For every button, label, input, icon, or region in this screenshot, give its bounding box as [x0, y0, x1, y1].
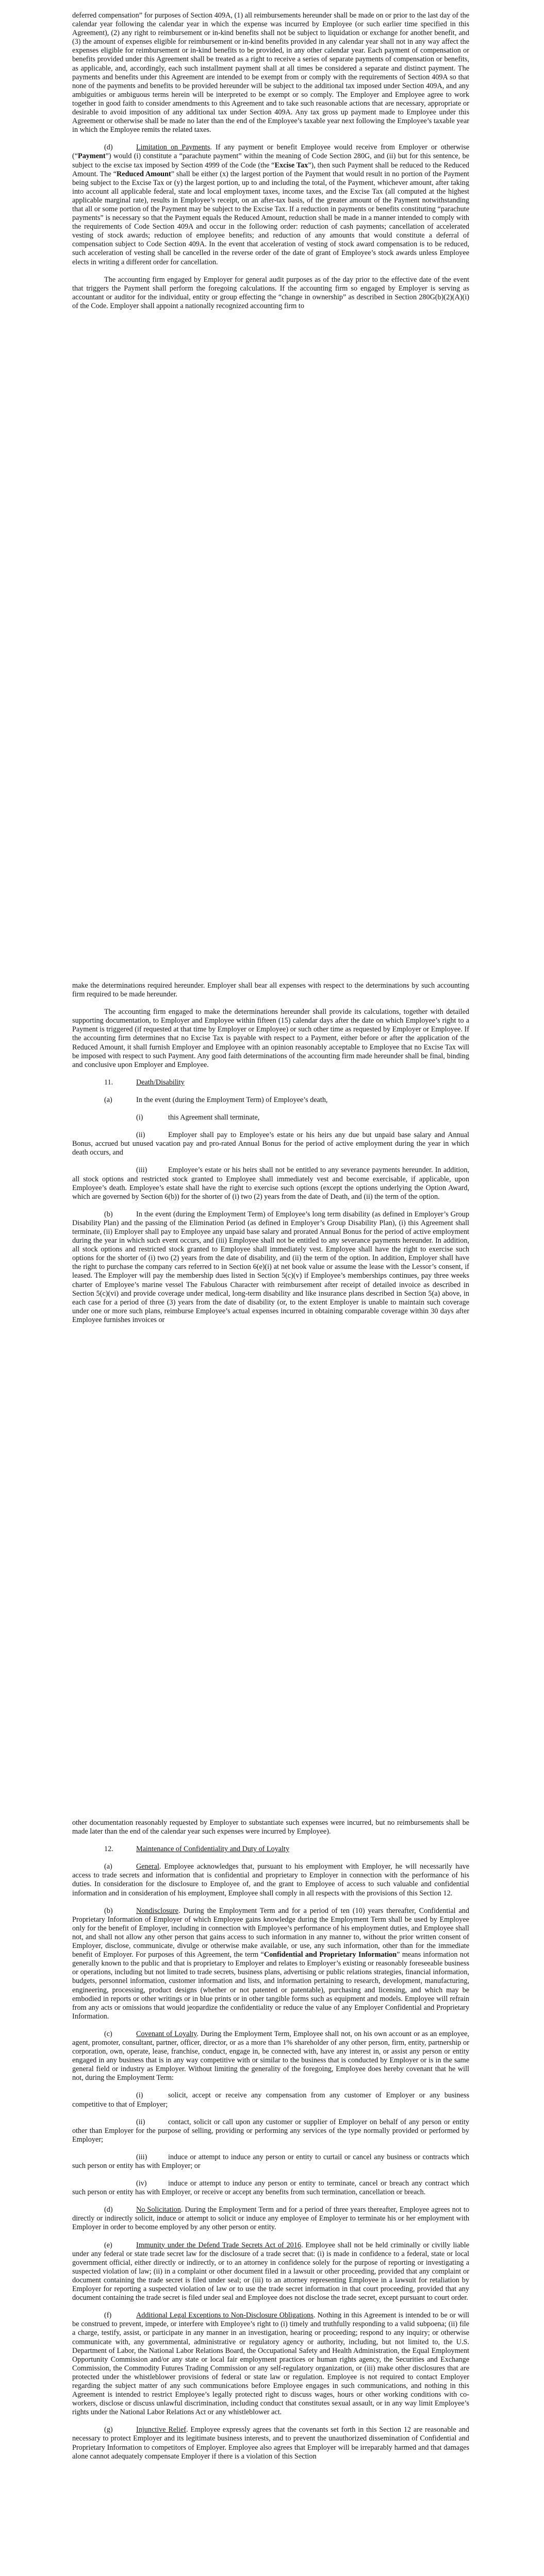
section-number: (b) — [104, 1906, 113, 1915]
section-number: (ii) — [136, 2117, 145, 2126]
paragraph-continuation: make the determinations required hereunder. Employer shall bear all expenses with respect to the determinations by such accounting firm required to be made hereunder. — [72, 981, 469, 999]
section-10d-limitation-on-payments: (d) Limitation on Payments. If any payment or benefit Employee would receive from Employer or otherwise (“Payment”) would (i) constitute a “parachute payment” within the meaning of Code Section 280G, and (ii) but for this sentence, be subject to the excise tax imposed by Section 4999 of the Code (the “Excise Tax”), then such Payment shall be reduced to the Reduced Amount. The “Reduced Amount” shall be either (x) the largest portion of the Payment that would result in no portion of the Payment being subject to the Excise Tax or (y) the largest portion, up to and including the total, of the Payment, whichever amount, after taking into account all applicable federal, state and local employment taxes, income taxes, and the Excise Tax (all computed at the highest applicable marginal rate), results in Employee’s receipt, on an after-tax basis, of the greater amount of the Payment notwithstanding that all or some portion of the Payment may be subject to the Excise Tax. If a reduction in payments or benefits constituting “parachute payments” is necessary so that the Payment equals the Reduced Amount, reduction shall be made in a manner intended to comply with the requirements of Code Section 409A and occur in the following order: reduction of cash payments; cancellation of accelerated vesting of stock awards; reduction of employee benefits; and reduction of any amounts that would constitute a deferral of compensation subject to Code Section 409A. In the event that acceleration of vesting of stock award compensation is to be reduced, such acceleration of vesting shall be cancelled in the reverse order of the date of grant of Employee’s stock awards unless Employee elects in writing a different order for cancellation. — [72, 143, 469, 266]
section-number: (d) — [104, 2206, 113, 2214]
section-heading: Nondisclosure — [136, 1906, 178, 1915]
section-number: (d) — [104, 143, 113, 152]
section-number: (ii) — [136, 1131, 145, 1140]
section-12c-i: (i) solicit, accept or receive any compensation from any customer of Employer or any business competitive to that of Employer; — [72, 2091, 469, 2109]
section-11b: (b) In the event (during the Employment Term) of Employee’s long term disability (as defined in Employer’s Group Disability Plan) and the passing of the Elimination Period (as defined in Employer’s Group Disability Plan), (i) this Agreement shall terminate, (ii) Employer shall pay to Employee any unpaid base salary and prorated Annual Bonus for the period of active employment during the year in which such event occurs, and (iii) Employee shall not be entitled to any severance payments hereunder. In addition, all stock options and restricted stock granted to Employee shall immediately vest. Employee shall have the right to exercise such options for the shorter of (i) two (2) years from the date of disability, and (ii) the term of the option. In addition, Employer shall have the right to purchase the company cars referred to in Section 6(e)(i) at net book value or assume the lease with the Lessor’s consent, if leased. The Employer will pay the membership dues listed in Section 5(c)(v) if Employee’s memberships continues, pay three weeks charter of Employee’s marine vessel The Fabulous Character with reimbursement after receipt of detailed invoice as described in Section 5(c)(vi) and provide coverage under medical, long-term disability and like insurance plans described in Section 5(a) above, in each case for a period of three (3) years from the date of disability (or, to the extent Employer is unable to maintain such coverage under one or more such plans, reimburse Employee’s actual expenses incurred in obtaining comparable coverage within 30 days after Employee furnishes invoices or — [72, 1210, 469, 1324]
section-heading: Maintenance of Confidentiality and Duty of Loyalty — [136, 1845, 290, 1854]
section-12-heading — [72, 1845, 469, 1854]
section-number: (b) — [104, 1210, 113, 1218]
section-12c-iv: (iv) induce or attempt to induce any person or entity to terminate, cancel or breach any contract which such person or entity has with Employer, or receive or accept any benefits from such termination, cancellation or breach. — [72, 2179, 469, 2197]
defined-term-reduced-amount: Reduced Amount — [117, 170, 171, 178]
section-number: 12. — [104, 1845, 113, 1854]
section-number: (a) — [104, 1862, 112, 1871]
section-number: (f) — [104, 2311, 112, 2320]
section-heading: Additional Legal Exceptions to Non-Disclosure Obligations — [136, 2311, 314, 2320]
page-3-text — [72, 1819, 469, 2470]
page-1-text — [72, 11, 469, 319]
section-number: (iii) — [136, 1166, 147, 1175]
section-number: (a) — [104, 1095, 112, 1104]
section-heading: Covenant of Loyalty — [136, 2029, 197, 2038]
section-12d: (d) No Solicitation. During the Employment Term and for a period of three years thereafter, Employee agrees not to directly or indirectly solicit, induce or attempt to solicit or induce any employee of Employer to terminate his or her employment with Employer in order to become employed by any other person or entity. — [72, 2206, 469, 2232]
section-12e: (e) Immunity under the Defend Trade Secrets Act of 2016. Employee shall not be held criminally or civilly liable under any federal or state trade secret law for the disclosure of a trade secret that: (i) is made in confidence to a federal, state or local government official, either directly or indirectly, or to an attorney in confidence solely for the purpose of reporting or investigating a suspected violation of law; (ii) in a complaint or other document filed in a lawsuit or other proceeding, provided that any complaint or document containing the trade secret is filed under seal; or (iii) to an attorney representing Employee in a lawsuit for retaliation by Employer for reporting a suspected violation of law or to use the trade secret information in that court proceeding, provided that any document containing the trade secret is filed under seal and Employee does not disclose the trade secret, except pursuant to court order. — [72, 2241, 469, 2302]
section-number: (e) — [104, 2241, 112, 2249]
section-11a-ii: (ii) Employer shall pay to Employee’s estate or his heirs any due but unpaid base salary and Annual Bonus, accrued but unused vacation pay and pro-rated Annual Bonus for the period of active employment during the year in which death occurs, and — [72, 1131, 469, 1157]
section-12c: (c) Covenant of Loyalty. During the Employment Term, Employee shall not, on his own account or as an employee, agent, promoter, consultant, partner, officer, director, or as a more than 1% shareholder of any other person, firm, entity, partnership or corporation, own, operate, lease, franchise, conduct, engage in, be connected with, have any interest in, or assist any person or entity engaged in any business that is in any way competitive with or similar to the business that is conducted by Employer or is in the same general field or industry as Employer. Without limiting the generality of the foregoing, Employee does hereby covenant that he will not, during the Employment Term: — [72, 2029, 469, 2082]
section-heading: General — [136, 1862, 159, 1871]
section-11a-iii: (iii) Employee’s estate or his heirs shall not be entitled to any severance payments hereunder. In addition, all stock options and restricted stock granted to Employee shall immediately vest and become exercisable, if applicable, upon Employee’s death. Employee’s estate shall have the right to exercise such options (except the options underlying the Option Award, which are governed by Section 6(b)) for the shorter of (i) two (2) years from the date of Death, and (ii) the term of the option. — [72, 1166, 469, 1201]
paragraph-continuation: other documentation reasonably requested by Employer to substantiate such expenses were incurred, but no reimbursements shall be made later than the end of the calendar year such expenses were incurred by Employee). — [72, 1819, 469, 1836]
paragraph-accounting-calculations: The accounting firm engaged to make the determinations hereunder shall provide its calculations, together with detailed supporting documentation, to Employer and Employee within fifteen (15) calendar days after the date on which Employee’s right to a Payment is triggered (if requested at that time by Employer or Employee) or such other time as requested by Employer or Employee. If the accounting firm determines that no Excise Tax is payable with respect to a Payment, either before or after the application of the Reduced Amount, it shall furnish Employer and Employee with an opinion reasonably acceptable to Employee that no Excise Tax will be imposed with respect to such Payment. Any good faith determinations of the accounting firm made hereunder shall be final, binding and conclusive upon Employer and Employee. — [72, 1008, 469, 1069]
paragraph-deferred-compensation: deferred compensation” for purposes of Section 409A, (1) all reimbursements hereunder shall be made on or prior to the last day of the calendar year following the calendar year in which the expense was incurred by Employee (or such earlier time specified in this Agreement), (2) any right to reimbursement or in-kind benefits shall not be subject to liquidation or exchange for another benefit, and (3) the amount of expenses eligible for reimbursement or in-kind benefits provided in any calendar year shall not in any way affect the expenses eligible for reimbursement or in-kind benefits to be provided, in any other calendar year. Each payment of compensation or benefits provided under this Agreement shall be treated as a right to receive a series of separate payments of compensation or benefits, as applicable, and, accordingly, each such installment payment shall at all times be considered a separate and distinct payment. The payments and benefits under this Agreement are intended to be exempt from or comply with the requirements of Section 409A so that none of the payments and benefits to be provided hereunder will be subject to the additional tax imposed under Section 409A, and any ambiguities or ambiguous terms herein will be interpreted to be exempt or so comply. The Employer and Employee agree to work together in good faith to consider amendments to this Agreement and to take such reasonable actions that are necessary, appropriate or desirable to avoid imposition of any additional tax under Section 409A. Any tax gross up payment made to Employee under this Agreement or otherwise shall be made no later than the end of the Employee’s taxable year next following the Employee’s taxable year in which the Employee remits the related taxes. — [72, 11, 469, 134]
section-12b: (b) Nondisclosure. During the Employment Term and for a period of ten (10) years thereafter, Confidential and Proprietary Information of Employer of which Employee gains knowledge during the Employment Term shall be used by Employee only for the benefit of Employer, including in connection with Employee’s performance of his employment duties, and Employee shall not, and shall not allow any other person that gains access to such information in any manner to, without the prior written consent of Employer, disclose, communicate, divulge or otherwise make available, or use, any such information, other than for the immediate benefit of Employer. For purposes of this Agreement, the term “Confidential and Proprietary Information” means information not generally known to the public and that is proprietary to Employer and relates to Employer’s existing or reasonably foreseeable business or operations, including but not limited to trade secrets, business plans, advertising or public relations strategies, financial information, budgets, personnel information, customer information and lists, and information pertaining to research, development, manufacturing, engineering, processing, product designs (whether or not patented or patentable), purchasing and licensing, and which may be embodied in reports or other writings or in blue prints or in other tangible forms such as equipment and models. Employee will refrain from any acts or omissions that would jeopardize the confidentiality or reduce the value of any Employer Confidential and Proprietary Information. — [72, 1906, 470, 2021]
section-12f: (f) Additional Legal Exceptions to Non-Disclosure Obligations. Nothing in this Agreement is intended to be or will be construed to prevent, impede, or interfere with Employee’s right to (i) timely and truthfully responding to a valid subpoena; (ii) file a charge, testify, assist, or participate in any manner in an investigation, hearing or proceeding; respond to any inquiry; or otherwise communicate with, any governmental, administrative or regulatory agency or authority, including, but not limited to, the U.S. Department of Labor, the National Labor Relations Board, the Occupational Safety and Health Administration, the Equal Employment Opportunity Commission and/or any state or local fair employment practices or human rights agency, the Securities and Exchange Commission, the Commodity Futures Trading Commission or any self-regulatory organization, or (iii) make other disclosures that are protected under the whistleblower provisions of federal or state law or regulation. Employee is not required to contact Employer regarding the subject matter of any such communications before Employee engages in such communications, and nothing in this Agreement is intended to restrict Employee’s legally protected right to discuss wages, hours or other working conditions with co-workers, disclose or discuss unlawful discrimination, including conduct that constitutes sexual assault, or in any way limit Employee’s rights under the National Labor Relations Act or any whistleblower act. — [72, 2311, 469, 2417]
section-number: (i) — [136, 1113, 143, 1122]
section-12c-ii: (ii) contact, solicit or call upon any customer or supplier of Employer on behalf of any person or entity other than Employer for the purpose of selling, providing or performing any services of the type normally provided or performed by Employer; — [72, 2117, 469, 2144]
section-number: (iii) — [136, 2153, 147, 2161]
section-12c-iii: (iii) induce or attempt to induce any person or entity to curtail or cancel any business or contracts which such person or entity has with Employer; or — [72, 2153, 469, 2170]
section-heading: Limitation on Payments — [136, 143, 210, 152]
section-number: 11. — [104, 1078, 113, 1087]
section-12a: (a) General. Employee acknowledges that, pursuant to his employment with Employer, he will necessarily have access to trade secrets and information that is confidential and proprietary to Employer in connection with the performance of his duties. In consideration for the disclosure to Employee of, and the grant to Employee of access to such valuable and confidential information and in consideration of his employment, Employee shall comply in all respects with the provisions of this Section 12. — [72, 1862, 469, 1897]
section-11a: (a) In the event (during the Employment Term) of Employee’s death, — [104, 1095, 328, 1104]
section-number: (iv) — [136, 2179, 147, 2188]
section-heading: No Solicitation — [136, 2206, 181, 2214]
defined-term-excise-tax: Excise Tax — [274, 161, 308, 170]
defined-term-confidential-info: Confidential and Proprietary Information — [263, 1951, 397, 1959]
defined-term-payment: Payment — [78, 152, 106, 161]
section-heading: Immunity under the Defend Trade Secrets Act of 2016 — [136, 2241, 301, 2249]
paragraph-accounting-firm: The accounting firm engaged by Employer for general audit purposes as of the day prior to the effective date of the event that triggers the Payment shall perform the foregoing calculations. If the accounting firm so engaged by Employer is serving as accountant or auditor for the individual, entity or group effecting the “change in ownership” as described in Section 280G(b)(2)(A)(i) of the Code. Employer shall appoint a nationally recognized accounting firm to — [72, 275, 469, 310]
page-2-text — [72, 981, 469, 1333]
section-12g: (g) Injunctive Relief. Employee expressly agrees that the covenants set forth in this Section 12 are reasonable and necessary to protect Employer and its legitimate business interests, and to prevent the unauthorized dissemination of Confidential and Proprietary Information to competitors of Employer. Employee also agrees that Employer will be irreparably harmed and that damages alone cannot adequately compensate Employer if there is a violation of this Section — [72, 2426, 469, 2461]
section-number: (g) — [104, 2426, 113, 2434]
section-heading: Injunctive Relief — [136, 2426, 187, 2434]
section-number: (c) — [104, 2029, 112, 2038]
section-heading: Death/Disability — [136, 1078, 185, 1087]
section-11a-i: (i) this Agreement shall terminate, — [136, 1113, 260, 1122]
section-11-heading — [72, 1078, 469, 1087]
section-number: (i) — [136, 2091, 143, 2100]
